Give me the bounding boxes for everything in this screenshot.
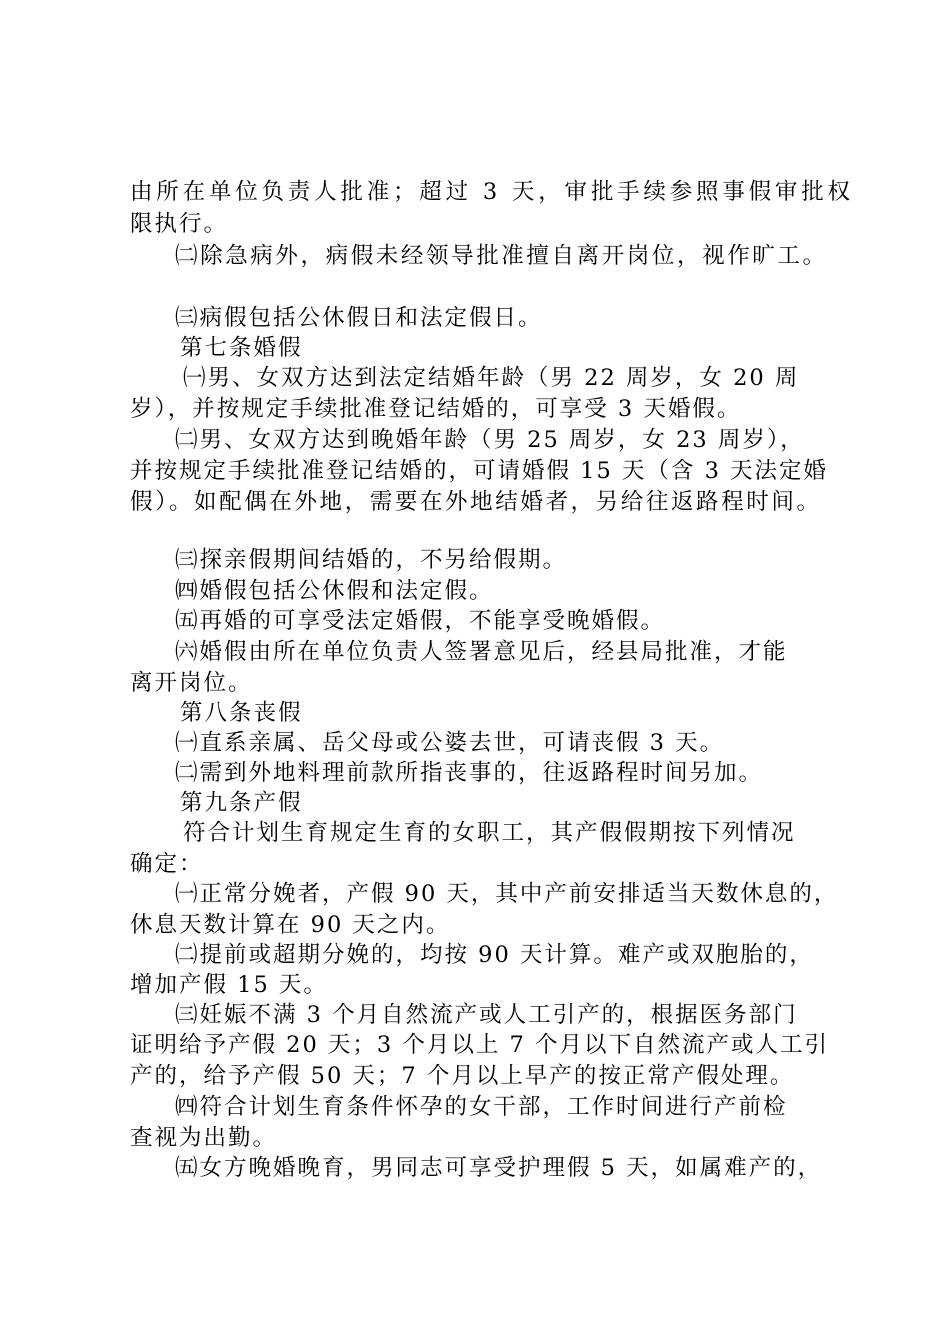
text-line: ㈢探亲假期间结婚的，不另给假期。: [175, 547, 568, 573]
text-line: 离开岗位。: [130, 670, 253, 696]
text-line: ㈡除急病外，病假未经领导批准擅自离开岗位，视作旷工。: [175, 243, 828, 269]
text-line: ㈠男、女双方达到法定结婚年龄（男 22 周岁，女 20 周: [183, 365, 800, 391]
text-line: 查视为出勤。: [130, 1125, 278, 1151]
section-heading: 第九条产假: [180, 790, 303, 816]
text-line: ㈣符合计划生育条件怀孕的女干部，工作时间进行产前检: [175, 1094, 788, 1120]
text-line: 假）。如配偶在外地，需要在外地结婚者，另给往返路程时间。: [130, 489, 822, 515]
text-line: 休息天数计算在 90 天之内。: [130, 912, 451, 938]
text-line: 限执行。: [130, 211, 229, 237]
text-line: ㈣婚假包括公休假和法定假。: [175, 578, 494, 604]
text-line: 并按规定手续批准登记结婚的，可请婚假 15 天（含 3 天法定婚: [130, 458, 829, 484]
text-line: 岁），并按规定手续批准登记结婚的，可享受 3 天婚假。: [130, 396, 742, 422]
text-line: ㈡男、女双方达到晚婚年龄（男 25 周岁，女 23 周岁），: [175, 427, 805, 453]
text-line: ㈡需到外地料理前款所指丧事的，往返路程时间另加。: [175, 760, 764, 786]
text-line: 增加产假 15 天。: [130, 972, 328, 998]
text-line: ㈤女方晚婚晚育，男同志可享受护理假 5 天，如属难产的，: [175, 1155, 823, 1181]
text-line: ㈤再婚的可享受法定婚假，不能享受晚婚假。: [175, 608, 666, 634]
text-line: 由所在单位负责人批准；超过 3 天，审批手续参照事假审批权: [130, 179, 854, 205]
text-line: ㈢妊娠不满 3 个月自然流产或人工引产的，根据医务部门: [175, 1002, 798, 1028]
section-heading: 第八条丧假: [180, 700, 303, 726]
section-heading: 第七条婚假: [180, 335, 303, 361]
text-line: ㈠正常分娩者，产假 90 天，其中产前安排适当天数休息的，: [175, 881, 839, 907]
text-line: 符合计划生育规定生育的女职工，其产假假期按下列情况: [183, 820, 796, 846]
text-line: ㈠直系亲属、岳父母或公婆去世，可请丧假 3 天。: [175, 730, 725, 756]
text-line: ㈡提前或超期分娩的，均按 90 天计算。难产或双胞胎的，: [175, 942, 814, 968]
text-line: ㈥婚假由所在单位负责人签署意见后，经县局批准，才能: [175, 639, 788, 665]
text-line: 证明给予产假 20 天；3 个月以上 7 个月以下自然流产或人工引: [130, 1032, 830, 1058]
text-line: 确定：: [130, 851, 204, 877]
text-line: ㈢病假包括公休假日和法定假日。: [175, 305, 543, 331]
text-line: 产的，给予产假 50 天；7 个月以上早产的按正常产假处理。: [130, 1063, 795, 1089]
